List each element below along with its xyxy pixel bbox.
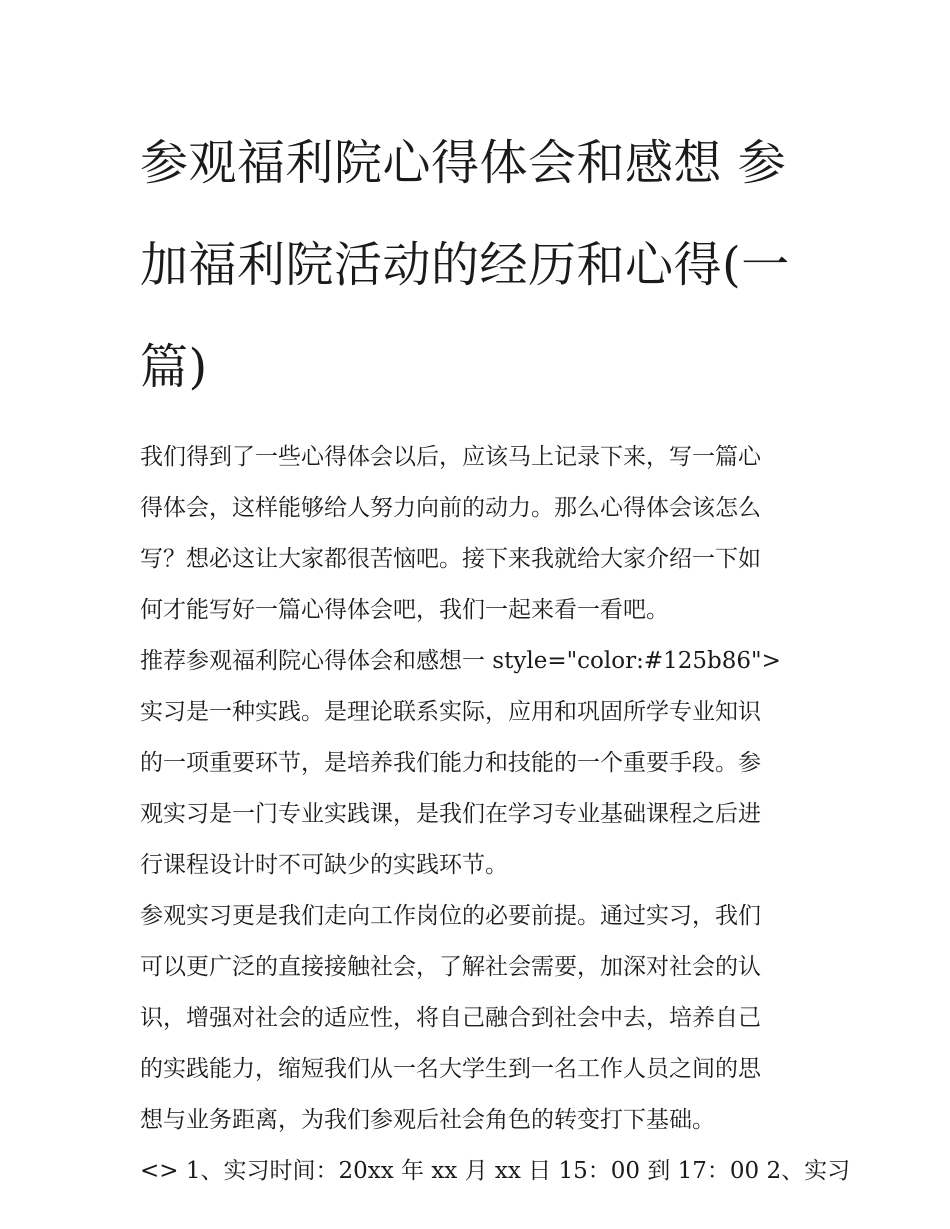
text-line: 实习是一种实践。是理论联系实际，应用和巩固所学专业知识 — [140, 699, 761, 725]
title-line: 加福利院活动的经历和心得(一 — [140, 237, 790, 293]
practice-paragraph — [140, 687, 812, 891]
premise-paragraph — [140, 891, 812, 1146]
text-line: 识，增强对社会的适应性，将自己融合到社会中去，培养自己 — [140, 1005, 761, 1031]
text-line: 推荐参观福利院心得体会和感想一 style="color:#125b86"> — [140, 648, 781, 674]
text-line: 我们得到了一些心得体会以后，应该马上记录下来，写一篇心 — [140, 444, 761, 470]
text-line: 得体会，这样能够给人努力向前的动力。那么心得体会该怎么 — [140, 495, 761, 521]
text-line: <> 1、实习时间：20xx 年 xx 月 xx 日 15：00 到 17：00 2、实习 — [140, 1158, 851, 1184]
document-body — [140, 112, 851, 1197]
document-title — [140, 112, 812, 418]
text-line: 的实践能力，缩短我们从一名大学生到一名工作人员之间的思 — [140, 1056, 761, 1082]
recommend-heading-paragraph — [140, 636, 812, 687]
text-line: 何才能写好一篇心得体会吧，我们一起来看一看吧。 — [140, 597, 669, 623]
text-line: 行课程设计时不可缺少的实践环节。 — [140, 852, 508, 878]
text-line: 观实习是一门专业实践课，是我们在学习专业基础课程之后进 — [140, 801, 761, 827]
text-line: 想与业务距离，为我们参观后社会角色的转变打下基础。 — [140, 1107, 715, 1133]
text-line: 参观实习更是我们走向工作岗位的必要前提。通过实习，我们 — [140, 903, 761, 929]
text-line: 写？想必这让大家都很苦恼吧。接下来我就给大家介绍一下如 — [140, 546, 761, 572]
intro-paragraph — [140, 432, 812, 636]
title-line: 篇) — [140, 339, 208, 395]
text-line: 可以更广泛的直接接触社会，了解社会需要，加深对社会的认 — [140, 954, 761, 980]
text-line: 的一项重要环节，是培养我们能力和技能的一个重要手段。参 — [140, 750, 761, 776]
schedule-paragraph — [140, 1146, 851, 1197]
title-line: 参观福利院心得体会和感想 参 — [140, 135, 787, 191]
